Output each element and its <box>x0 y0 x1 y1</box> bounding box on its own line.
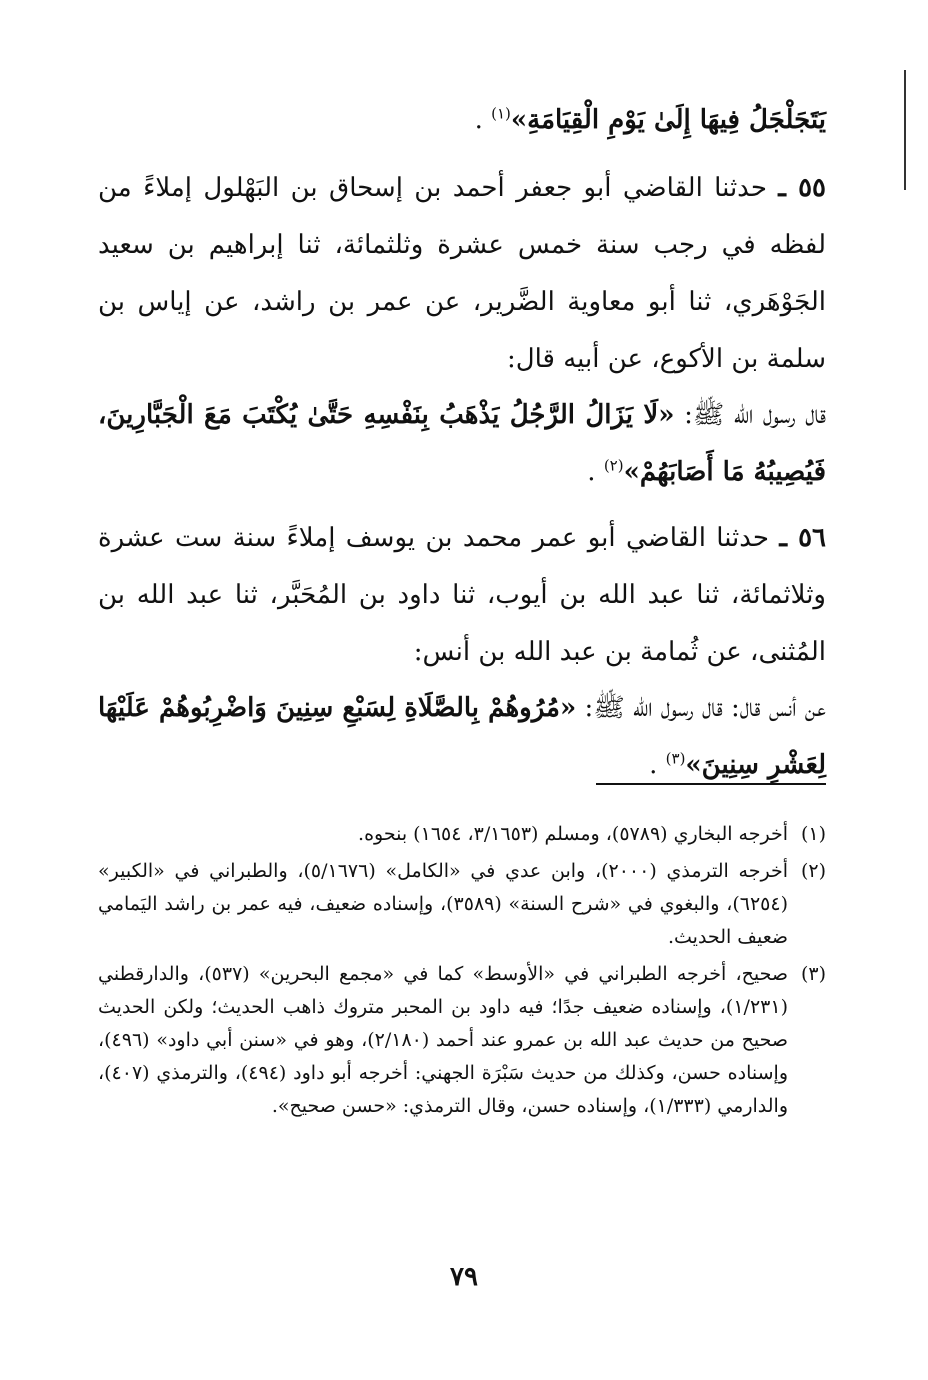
hadith-number: ٥٦ ـ <box>779 523 826 553</box>
isnad-text <box>98 160 826 388</box>
footnote-number: (١) <box>800 823 826 845</box>
hadith-text: «مُرُوهُمْ بِالصَّلَاةِ لِسَبْعِ سِنِينَ وَاضْرِبُوهُمْ عَلَيْهَا لِعَشْرِ سِنِينَ» <box>98 693 826 780</box>
footnote-2 <box>98 855 826 954</box>
matn-text <box>98 387 826 501</box>
hadith-text: «لَا يَزَالُ الرَّجُلُ يَذْهَبُ بِنَفْسِهِ حَتَّىٰ يُكْتَبَ مَعَ الْجَبَّارِينَ، فَيُصِيبُهُ مَا أَصَابَهُمْ» <box>98 400 826 487</box>
paragraph-55-isnad <box>98 160 826 388</box>
footnote-ref: (١) <box>491 104 511 123</box>
matn-intro: عن أنس قال: قال رسول الله ﷺ: <box>576 693 826 723</box>
paragraph-55-matn <box>98 387 826 501</box>
footnote-number: (٣) <box>800 963 826 985</box>
end-mark: . <box>474 105 492 135</box>
footnotes <box>98 818 826 1127</box>
isnad-text <box>98 510 826 681</box>
end-mark: . <box>587 457 604 487</box>
hadith-continuation <box>98 92 826 149</box>
footnote-ref: (٣) <box>665 749 686 768</box>
paragraph-56-isnad <box>98 510 826 681</box>
footnote-1 <box>98 818 826 851</box>
isnad-chain: حدثنا القاضي أبو جعفر أحمد بن إسحاق بن البَهْلول إملاءً من لفظه في رجب سنة خمس عشرة وثلثمائة، ثنا إبراهيم بن سعيد الجَوْهَري، ثنا أبو معاوية الضَّرير، عن عمر بن راشد، عن إياس بن سلمة بن الأكوع، عن أبيه قال: <box>98 173 826 374</box>
paragraph-56-matn <box>98 680 826 794</box>
footnote-3 <box>98 958 826 1123</box>
matn-text <box>98 680 826 794</box>
end-mark: . <box>649 750 666 780</box>
hadith-number: ٥٥ ـ <box>778 173 826 203</box>
footnote-text: صحيح، أخرجه الطبراني في «الأوسط» كما في «مجمع البحرين» (٥٣٧)، والدارقطني (١/٢٣١)، وإسناده ضعيف جدًا؛ فيه داود بن المحبر متروك ذاهب الحديث؛ ولكن الحديث صحيح من حديث عبد الله بن عمرو عند أحمد (٢/١٨٠)، وهو في «سنن أبي داود» (٤٩٦)، وإسناده حسن، وكذلك من حديث سَبْرَة الجهني: أخرجه أبو داود (٤٩٤)، والترمذي (٤٠٧)، والدارمي (١/٣٣٣)، وإسناده حسن، وقال الترمذي: «حسن صحيح». <box>98 963 789 1117</box>
matn-intro: قال رسول الله ﷺ: <box>674 400 827 430</box>
continuation-line <box>98 92 826 149</box>
footnote-text: أخرجه البخاري (٥٧٨٩)، ومسلم (٣/١٦٥٣، ١٦٥٤) بنحوه. <box>358 823 788 845</box>
scan-edge-mark <box>904 70 906 190</box>
isnad-chain: حدثنا القاضي أبو عمر محمد بن يوسف إملاءً سنة ست عشرة وثلاثمائة، ثنا عبد الله بن أيوب، ثنا داود بن المُحَبَّر، ثنا عبد الله بن المُثنى، عن ثُمامة بن عبد الله بن أنس: <box>98 523 826 667</box>
page-number: ٧٩ <box>450 1262 478 1292</box>
footnote-text: أخرجه الترمذي (٢٠٠٠)، وابن عدي في «الكامل» (٥/١٦٧٦)، والطبراني في «الكبير» (٦٢٥٤)، والبغوي في «شرح السنة» (٣٥٨٩)، وإسناده ضعيف، فيه عمر بن راشد اليَمامي ضعيف الحديث. <box>98 860 788 948</box>
hadith-text: يَتَجَلْجَلُ فِيهَا إِلَىٰ يَوْمِ الْقِيَامَةِ» <box>510 105 826 135</box>
footnote-ref: (٢) <box>603 456 624 475</box>
footnote-number: (٢) <box>800 860 826 882</box>
footnote-divider <box>596 783 826 785</box>
